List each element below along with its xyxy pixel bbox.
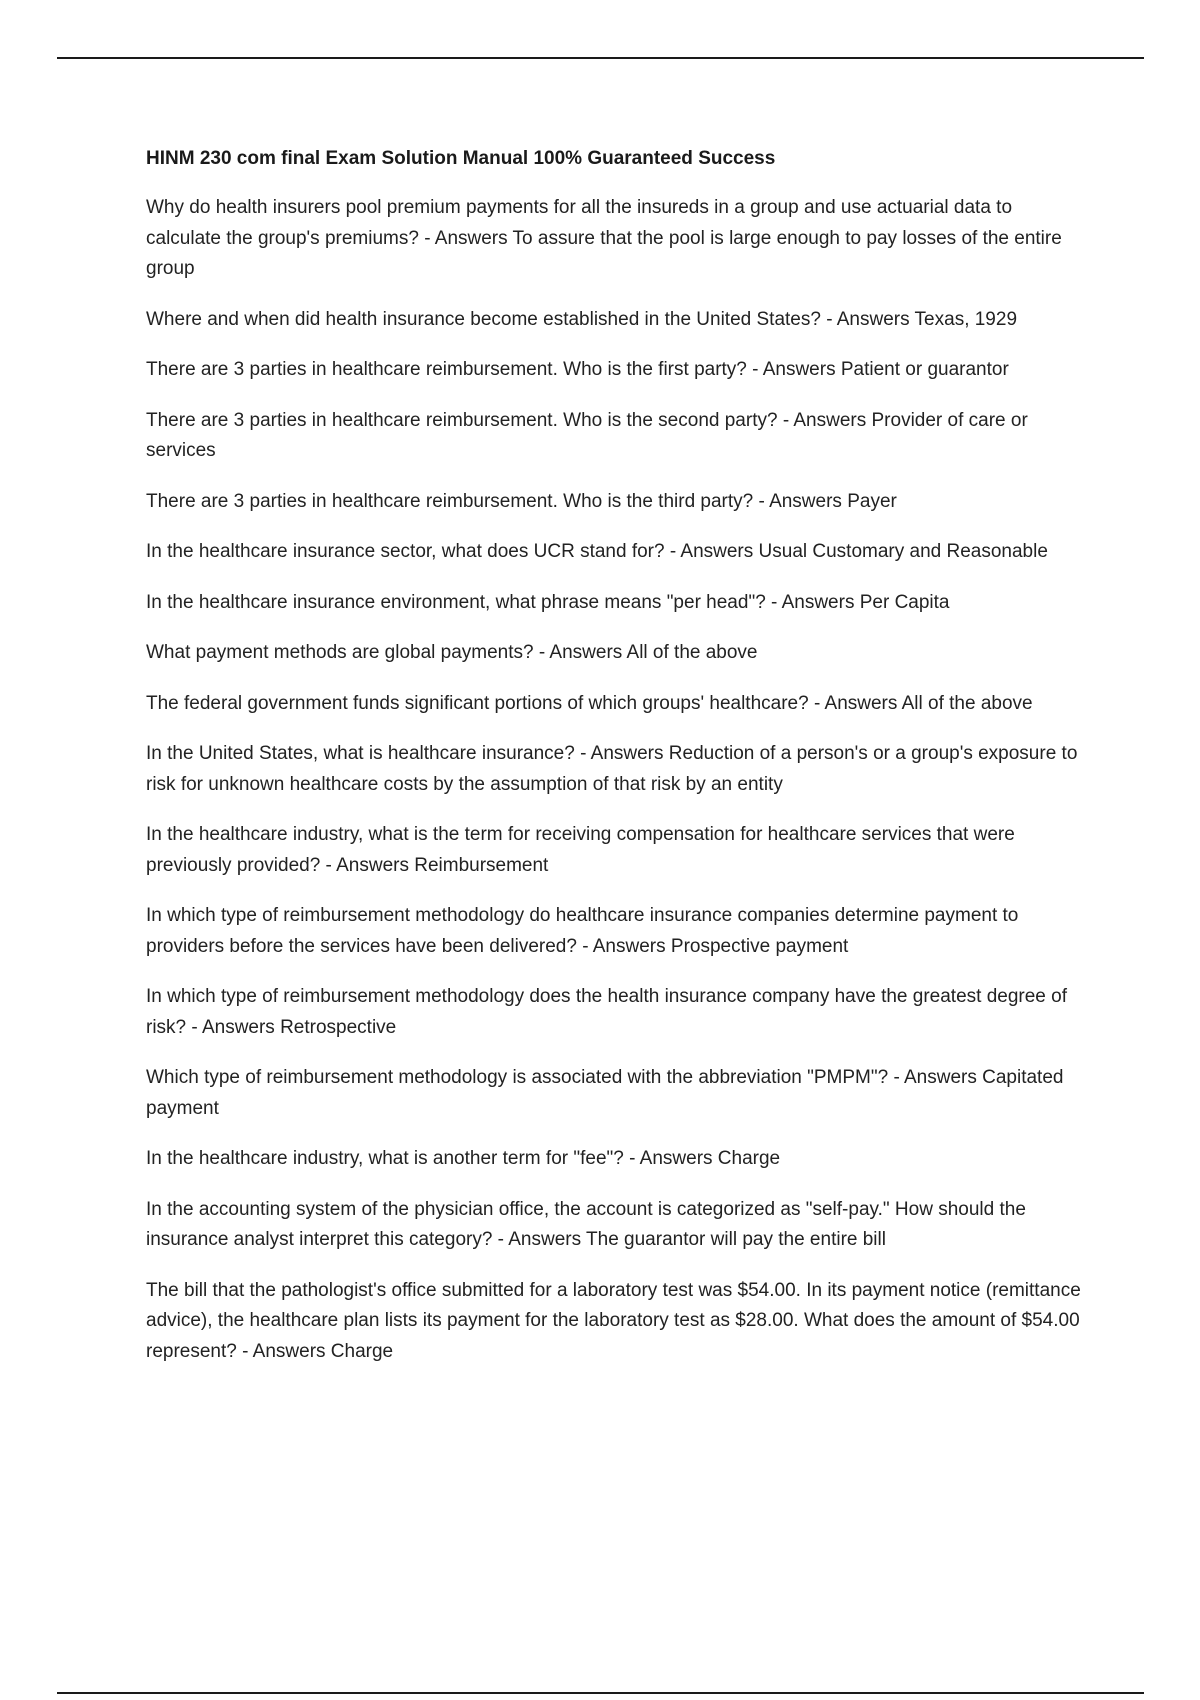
document-body [146, 145, 1086, 1387]
qa-item: Which type of reimbursement methodology is associated with the abbreviation "PMPM"? - Answers Capitated payment [146, 1067, 1064, 1119]
qa-item: Where and when did health insurance become established in the United States? - Answers Texas, 1929 [146, 308, 1018, 330]
qa-item: There are 3 parties in healthcare reimbursement. Who is the second party? - Answers Provider of care or services [146, 409, 1028, 461]
qa-item: The federal government funds significant portions of which groups' healthcare? - Answers All of the above [146, 692, 1033, 714]
qa-item: In the healthcare insurance environment, what phrase means "per head"? - Answers Per Capita [146, 591, 950, 613]
qa-item: In the healthcare industry, what is the term for receiving compensation for healthcare services that were previously provided? - Answers Reimbursement [146, 824, 1015, 876]
qa-item: In the healthcare insurance sector, what does UCR stand for? - Answers Usual Customary and Reasonable [146, 541, 1048, 562]
qa-item: In the accounting system of the physician office, the account is categorized as "self-pay." How should the insurance analyst interpret this category? - Answers The guarantor will pay the entire bill [146, 1198, 1026, 1250]
qa-item: The bill that the pathologist's office submitted for a laboratory test was $54.00. In its payment notice (remittance advice), the healthcare plan lists its payment for the laboratory test as $28.00. What does the amount of $54.00 represent? - Answers Charge [146, 1279, 1081, 1362]
qa-item: In which type of reimbursement methodology do healthcare insurance companies determine payment to providers before the services have been delivered? - Answers Prospective payment [146, 905, 1019, 957]
qa-item: In the healthcare industry, what is another term for "fee"? - Answers Charge [146, 1148, 781, 1169]
qa-item: There are 3 parties in healthcare reimbursement. Who is the first party? - Answers Patient or guarantor [146, 359, 1009, 380]
qa-item: Why do health insurers pool premium payments for all the insureds in a group and use actuarial data to calculate the group's premiums? - Answers To assure that the pool is large enough to pay losses of the entire group [146, 197, 1062, 279]
document-title: HINM 230 com final Exam Solution Manual 100% Guaranteed Success [146, 148, 776, 169]
qa-item: In the United States, what is healthcare insurance? - Answers Reduction of a person's or a group's exposure to risk for unknown healthcare costs by the assumption of that risk by an entity [146, 743, 1078, 795]
qa-item: What payment methods are global payments? - Answers All of the above [146, 642, 758, 663]
top-rule [57, 57, 1144, 59]
qa-item: In which type of reimbursement methodology does the health insurance company have the greatest degree of risk? - Answers Retrospective [146, 986, 1067, 1038]
bottom-rule [57, 1692, 1144, 1694]
qa-item: There are 3 parties in healthcare reimbursement. Who is the third party? - Answers Payer [146, 490, 897, 512]
